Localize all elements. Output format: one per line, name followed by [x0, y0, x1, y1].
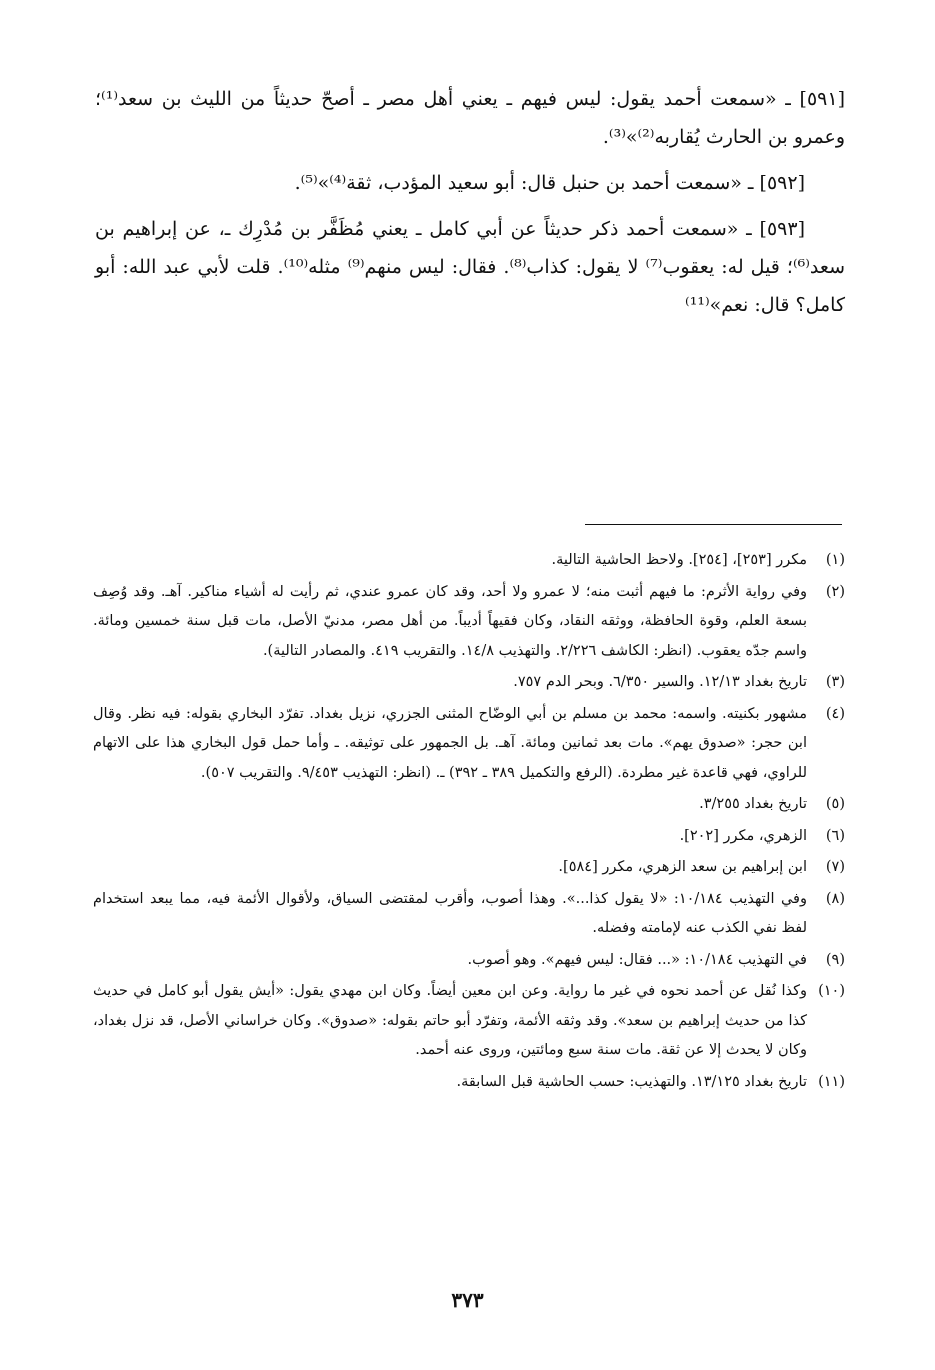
footnote-number: (٦)	[825, 827, 845, 844]
footnote-number: (٣)	[825, 674, 845, 690]
footnote	[93, 977, 845, 1066]
footnote-number: (٤)	[825, 705, 845, 722]
page-number: ٣٧٣	[451, 1288, 484, 1312]
footnote	[93, 790, 845, 820]
main-text	[95, 80, 845, 332]
footnote-number: (١٠)	[818, 983, 845, 999]
footnote-number: (٨)	[825, 890, 845, 907]
footnote-separator	[585, 524, 842, 525]
footnote-number: (١)	[825, 552, 845, 568]
footnote	[93, 822, 845, 852]
entry-593: [٥٩٣] ـ «سمعت أحمد ذكر حديثاً عن أبي كامل ـ يعني مُظَفَّر بن مُدْرِك ـ، عن إبراهيم بن سعد⁽⁶⁾؛ قيل له: يعقوب⁽⁷⁾ لا يقول: كذاب⁽⁸⁾. فقال: ليس منهم⁽⁹⁾ مثله⁽¹⁰⁾. قلت لأبي عبد الله: أبو كامل؟ قال: نعم»⁽¹¹⁾	[95, 218, 845, 316]
footnote-number: (٢)	[825, 583, 845, 600]
footnote-text: تاريخ بغداد ١٣/١٢٥. والتهذيب: حسب الحاشية قبل السابقة.	[456, 1073, 807, 1090]
footnote	[93, 946, 845, 976]
footnote-text: تاريخ بغداد ١٢/١٣. والسير ٦/٣٥٠. وبحر الدم ٧٥٧.	[513, 674, 807, 690]
footnote	[93, 885, 845, 944]
footnote	[93, 1068, 845, 1098]
footnote	[93, 853, 845, 883]
footnote-text: مشهور بكنيته. واسمه: محمد بن مسلم بن أبي الوضّاح المثنى الجزري، نزيل بغداد. تفرّد البخاري بقوله: فيه نظر. وقال ابن حجر: «صدوق يهم». مات بعد ثمانين ومائة. آهـ. بل الجمهور على توثيقه. ـ وأما حمل قول البخاري هذا على الاتهام للراوي، فهي قاعدة غير مطردة. (الرفع والتكميل ٣٨٩ ـ ٣٩٢) ـ. (انظر: التهذيب ٩/٤٥٣. والتقريب ٥٠٧).	[93, 705, 807, 781]
footnote-text: في التهذيب ١٠/١٨٤: «... فقال: ليس فيهم». وهو أصوب.	[467, 951, 807, 968]
footnote	[93, 578, 845, 667]
footnote-number: (٧)	[825, 859, 845, 875]
footnote-text: وفي التهذيب ١٠/١٨٤: «لا يقول كذا...». وهذا أصوب، وأقرب لمقتضى السياق، ولأقوال الأئمة فيه، مما يبعد استخدام لفظ نفي الكذب عنه لإمامته وفضله.	[93, 890, 807, 936]
footnotes	[93, 546, 845, 1099]
footnote-number: (٩)	[825, 951, 845, 968]
footnote	[93, 668, 845, 698]
entry-591: [٥٩١] ـ «سمعت أحمد يقول: ليس فيهم ـ يعني أهل مصر ـ أصحّ حديثاً من الليث بن سعد⁽¹⁾؛ وعمرو بن الحارث يُقاربه⁽²⁾»⁽³⁾.	[95, 88, 845, 148]
entry-592: [٥٩٢] ـ «سمعت أحمد بن حنبل قال: أبو سعيد المؤدب، ثقة⁽⁴⁾»⁽⁵⁾.	[294, 172, 805, 194]
footnote-text: ابن إبراهيم بن سعد الزهري، مكرر [٥٨٤].	[558, 859, 807, 875]
footnote-text: تاريخ بغداد ٣/٢٥٥.	[699, 796, 807, 812]
footnote-text: مكرر [٢٥٣]، [٢٥٤]. ولاحظ الحاشية التالية.	[551, 552, 807, 568]
footnote-number: (٥)	[825, 796, 845, 812]
footnote-text: الزهري، مكرر [٢٠٢].	[679, 827, 807, 844]
footnote	[93, 700, 845, 789]
footnote-text: وفي رواية الأثرم: ما فيهم أثبت منه؛ لا عمرو ولا أحد، وقد كان عمرو عندي، ثم رأيت له أشياء مناكير. آهـ. وقد وُصِف بسعة العلم، وقوة الحافظة، ووثقه النقاد، وكان فقيهاً أديباً. من أهل مصر، مدنيّ الأصل، مات قبل سنة خمسين ومائة. واسم جدّه يعقوب. (انظر: الكاشف ٢/٢٢٦. والتهذيب ١٤/٨. والتقريب ٤١٩. والمصادر التالية).	[93, 583, 807, 659]
footnote-number: (١١)	[818, 1073, 845, 1090]
footnote	[93, 546, 845, 576]
footnote-text: وكذا نُقل عن أحمد نحوه في غير ما رواية. وعن ابن معين أيضاً. وكان ابن مهدي يقول: «أيش يقول أبو كامل في حديث كذا من حديث إبراهيم بن سعد». وقد وثقه الأئمة، وتفرّد أبو حاتم بقوله: «صدوق». وكان خراساني الأصل، قد نزل بغداد، وكان لا يحدث إلا عن ثقة. مات سنة سبع ومائتين، وروى عنه أحمد.	[93, 983, 807, 1058]
